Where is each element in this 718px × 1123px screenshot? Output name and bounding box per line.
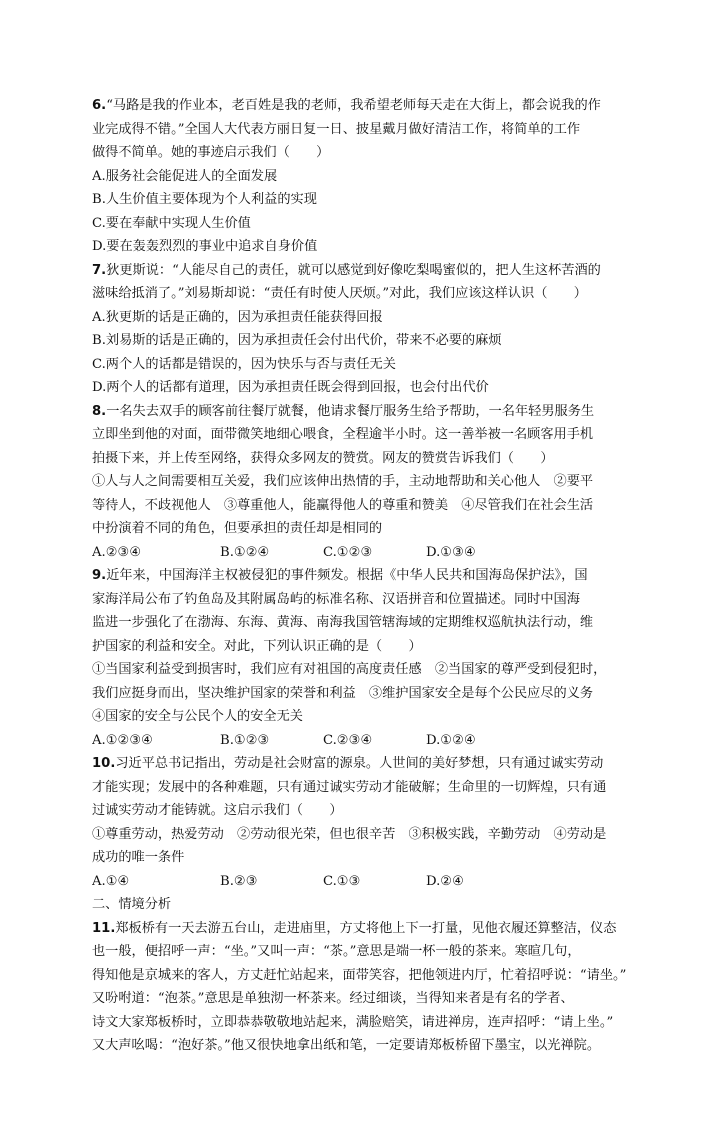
q9-stem-line-5: ①当国家利益受到损害时，我们应有对祖国的高度责任感 ②当国家的尊严受到侵犯时， (92, 662, 607, 677)
q10-stem-line-5: 成功的唯一条件 (92, 850, 185, 865)
q10-option-b: B.②③ (220, 873, 258, 889)
q10-option-c: C.①③ (323, 873, 361, 889)
q6-stem-line-2: 业完成得不错。”全国人大代表方丽日复一日、披星戴月做好清洁工作，将简单的工作 (92, 121, 581, 137)
q7-stem-line-2: 滋味给抵消了。”刘易斯却说：“责任有时使人厌烦。”对此，我们应该这样认识（ ） (92, 286, 587, 301)
q10-stem-line-3: 过诚实劳动才能铸就。这启示我们（ ） (92, 803, 343, 818)
q7-option-b: B.刘易斯的话是正确的，因为承担责任会付出代价，带来不必要的麻烦 (92, 333, 502, 348)
q10-options-row (92, 870, 632, 894)
q9-stem-line-6: 我们应挺身而出，坚决维护国家的荣誉和利益 ③维护国家安全是每个公民应尽的义务 (92, 685, 594, 701)
q8-stem-line-4: ①人与人之间需要相互关爱，我们应该伸出热情的手，主动地帮助和关心他人 ②要平 (92, 474, 594, 489)
section-heading: 二、情境分析 (92, 897, 172, 912)
q9-stem-line-4: 护国家的利益和安全。对此，下列认识正确的是（ ） (92, 638, 422, 654)
q9-option-b: B.①②③ (220, 732, 270, 748)
q7-option-a: A.狄更斯的话是正确的，因为承担责任能获得回报 (92, 309, 383, 325)
q9-options-row (92, 729, 632, 753)
q11-stem-line-6: 又大声吆喝：“泡好茶。”他又很快地拿出纸和笔，一定要请郑板桥留下墨宝，以光禅院。 (92, 1038, 601, 1053)
q10-option-a: A.①④ (92, 873, 130, 889)
q8-option-c: C.①②③ (323, 544, 373, 560)
q6-number: 6. (92, 98, 107, 113)
q6-option-b: B.人生价值主要体现为个人利益的实现 (92, 192, 317, 207)
q10-stem-line-1: 10.习近平总书记指出，劳动是社会财富的源泉。人世间的美好梦想，只有通过诚实劳动 (92, 756, 604, 771)
q9-stem-line-3: 监进一步强化了在渤海、东海、黄海、南海我国管辖海域的定期维权巡航执法行动，维 (92, 615, 594, 630)
q11-stem-line-1: 11.郑板桥有一天去游五台山，走进庙里，方丈将他上下一打量，见他衣履还算整洁，仪态 (92, 920, 617, 936)
q7-stem-line-1: 7.狄更斯说：“人能尽自己的责任，就可以感觉到好像吃梨喝蜜似的，把人生这杯苦酒的 (92, 262, 601, 278)
q8-stem-line-6: 中扮演着不同的角色，但要承担的责任却是相同的 (92, 521, 383, 536)
q8-option-d: D.①③④ (426, 544, 476, 560)
q10-number: 10. (92, 756, 116, 771)
q11-stem-line-3: 得知他是京城来的客人，方丈赶忙站起来，面带笑容，把他领进内厅，忙着招呼说：“请坐。” (92, 967, 627, 983)
q11-number: 11. (92, 920, 116, 936)
q11-stem-line-4: 又吩咐道：“泡茶。”意思是单独沏一杯茶来。经过细谈，当得知来者是有名的学者、 (92, 991, 574, 1006)
q10-option-d: D.②④ (426, 873, 464, 889)
q11-stem-line-5: 诗文大家郑板桥时，立即恭恭敬敬地站起来，满脸赔笑，请进禅房，连声招呼：“请上坐。” (92, 1014, 614, 1030)
q6-option-d: D.要在轰轰烈烈的事业中追求自身价值 (92, 239, 318, 254)
q9-option-c: C.②③④ (323, 732, 373, 748)
q6-option-a: A.服务社会能促进人的全面发展 (92, 168, 278, 184)
q9-stem-line-1: 9.近年来，中国海洋主权被侵犯的事件频发。根据《中华人民共和国海岛保护法》，国 (92, 568, 588, 583)
q10-stem-line-4: ①尊重劳动，热爱劳动 ②劳动很光荣，但也很辛苦 ③积极实践，辛勤劳动 ④劳动是 (92, 826, 607, 842)
q9-number: 9. (92, 568, 107, 583)
q7-option-c: C.两个人的话都是错误的，因为快乐与否与责任无关 (92, 356, 396, 372)
q8-stem-line-5: 等待人，不歧视他人 ③尊重他人，能赢得他人的尊重和赞美 ④尽管我们在社会生活 (92, 497, 594, 513)
q8-option-b: B.①②④ (220, 544, 270, 560)
q10-stem-line-2: 才能实现；发展中的各种难题，只有通过诚实劳动才能破解；生命里的一切辉煌，只有通 (92, 779, 607, 795)
q6-stem-line-1: 6.“马路是我的作业本，老百姓是我的老师，我希望老师每天走在大街上，都会说我的作 (92, 98, 601, 113)
exam-page (92, 94, 632, 1058)
q8-number: 8. (92, 403, 107, 419)
q9-option-d: D.①②④ (426, 732, 476, 748)
q8-stem-line-2: 立即坐到他的对面，面带微笑地细心喂食，全程逾半小时。这一善举被一名顾客用手机 (92, 427, 594, 442)
q9-stem-line-2: 家海洋局公布了钓鱼岛及其附属岛屿的标准名称、汉语拼音和位置描述。同时中国海 (92, 591, 580, 607)
q6-stem-line-3: 做得不简单。她的事迹启示我们（ ） (92, 145, 330, 160)
q8-stem-line-3: 拍摄下来，并上传至网络，获得众多网友的赞赏。网友的赞赏告诉我们（ ） (92, 450, 554, 466)
q8-stem-line-1: 8.一名失去双手的顾客前往餐厅就餐，他请求餐厅服务生给予帮助，一名年轻男服务生 (92, 403, 595, 419)
q11-stem-line-2: 也一般，便招呼一声：“坐。”又叫一声：“茶。”意思是端一杯一般的茶来。寒暄几句， (92, 944, 581, 959)
q7-number: 7. (92, 262, 107, 278)
q9-stem-line-7: ④国家的安全与公民个人的安全无关 (92, 709, 303, 724)
q6-option-c: C.要在奉献中实现人生价值 (92, 215, 251, 231)
q7-option-d: D.两个人的话都有道理，因为承担责任既会得到回报，也会付出代价 (92, 380, 489, 395)
q8-options-row (92, 541, 632, 565)
q9-option-a: A.①②③④ (92, 732, 154, 748)
q8-option-a: A.②③④ (92, 544, 142, 560)
